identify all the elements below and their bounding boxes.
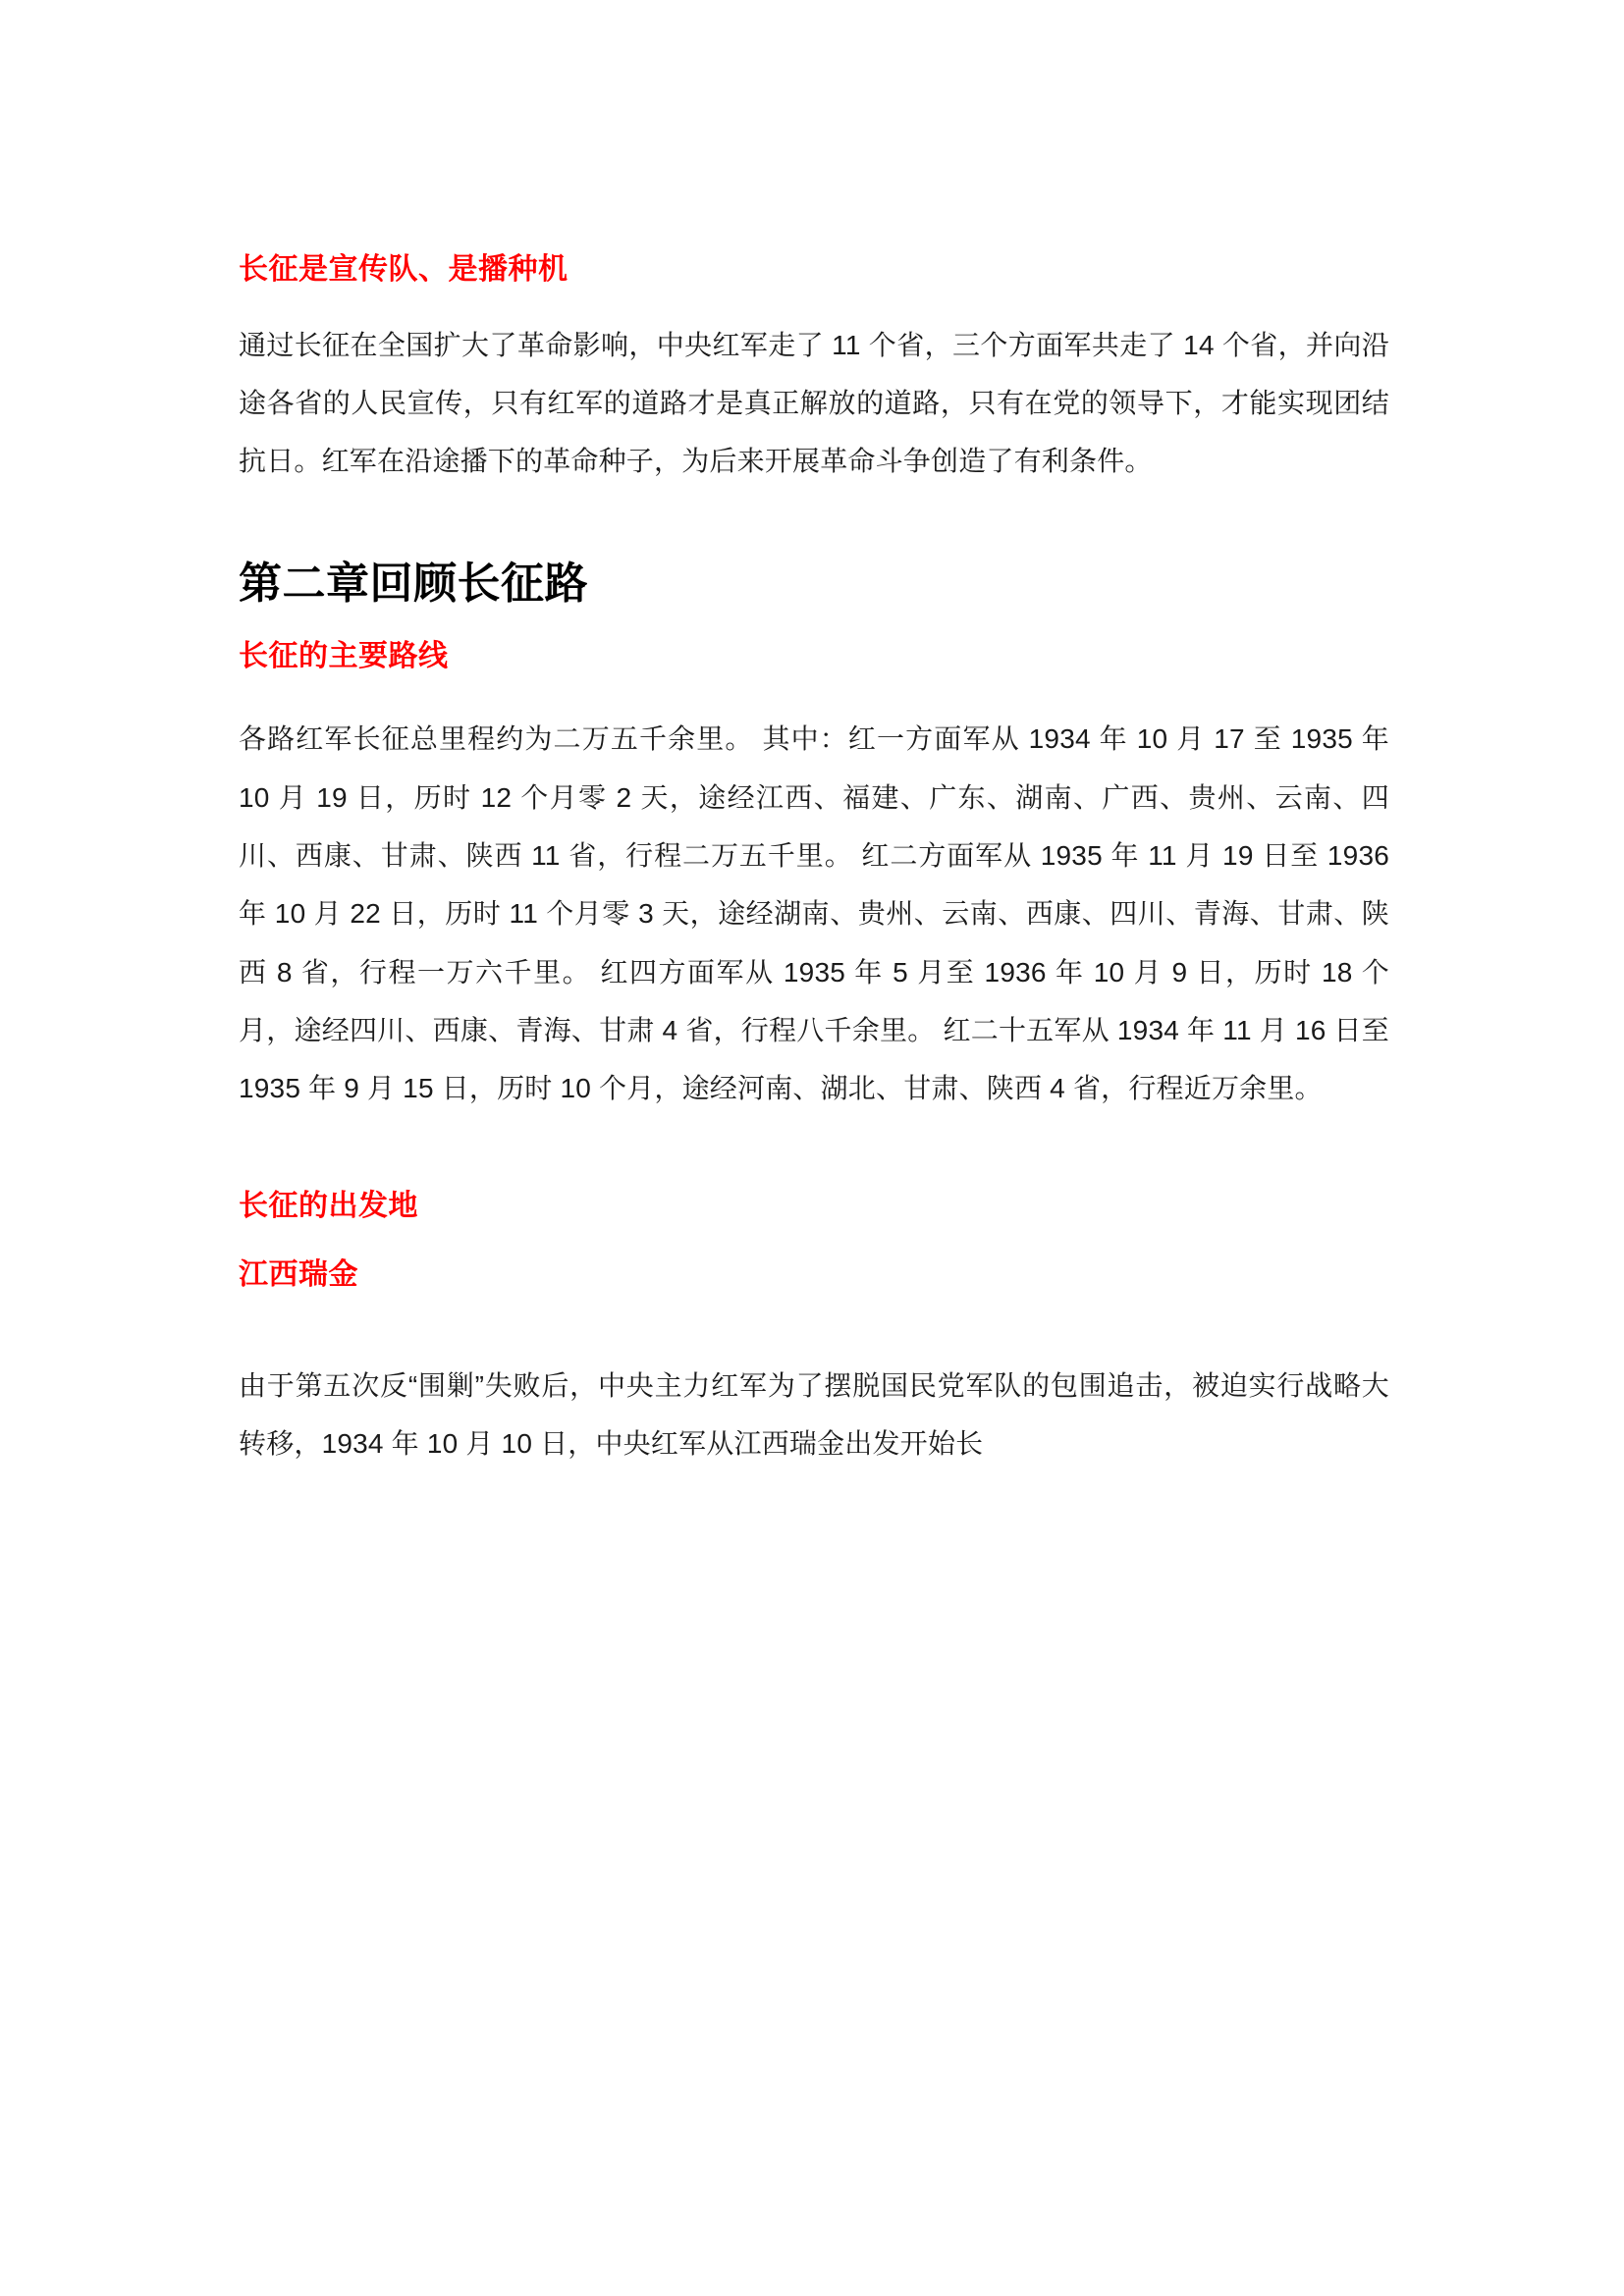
heading-propaganda: 长征是宣传队、是播种机: [239, 253, 568, 286]
paragraph-propaganda: 通过长征在全国扩大了革命影响，中央红军走了 11 个省，三个方面军共走了 14 个省，并向沿途各省的人民宣传，只有红军的道路才是真正解放的道路，只有在党的领导下，才能实现团结抗日。红军在沿途播下的革命种子，为后来开展革命斗争创造了有利条件。: [239, 329, 1389, 477]
paragraph-main-route: 各路红军长征总里程约为二万五千余里。 其中：红一方面军从 1934 年 10 月 17 至 1935 年 10 月 19 日，历时 12 个月零 2 天，途经江西、福建、广东、湖南、广西、贵州、云南、四川、西康、甘肃、陕西 11 省，行程二万五千里。 红二方面军从 1935 年 11 月 19 日至 1936 年 10 月 22 日，历时 11 个月零 3 天，途经湖南、贵州、云南、西康、四川、青海、甘肃、陕西 8 省，行程一万六千里。 红四方面军从 1935 年 5 月至 1936 年 10 月 9 日，历时 18 个月，途经四川、西康、青海、甘肃 4 省，行程八千余里。 红二十五军从 1934 年 11 月 16 日至 1935 年 9 月 15 日，历时 10 个月，途经河南、湖北、甘肃、陕西 4 省，行程近万余里。: [239, 723, 1389, 1104]
heading-main-route: 长征的主要路线: [239, 639, 449, 672]
paragraph-ruijin: 由于第五次反“围剿”失败后，中央主力红军为了摆脱国民党军队的包围追击，被迫实行战略大转移，1934 年 10 月 10 日，中央红军从江西瑞金出发开始长: [239, 1369, 1389, 1460]
heading-departure: 长征的出发地: [239, 1189, 418, 1222]
chapter-title: 第二章回顾长征路: [239, 559, 588, 608]
document-content: [239, 250, 1389, 1473]
heading-ruijin: 江西瑞金: [239, 1258, 358, 1292]
